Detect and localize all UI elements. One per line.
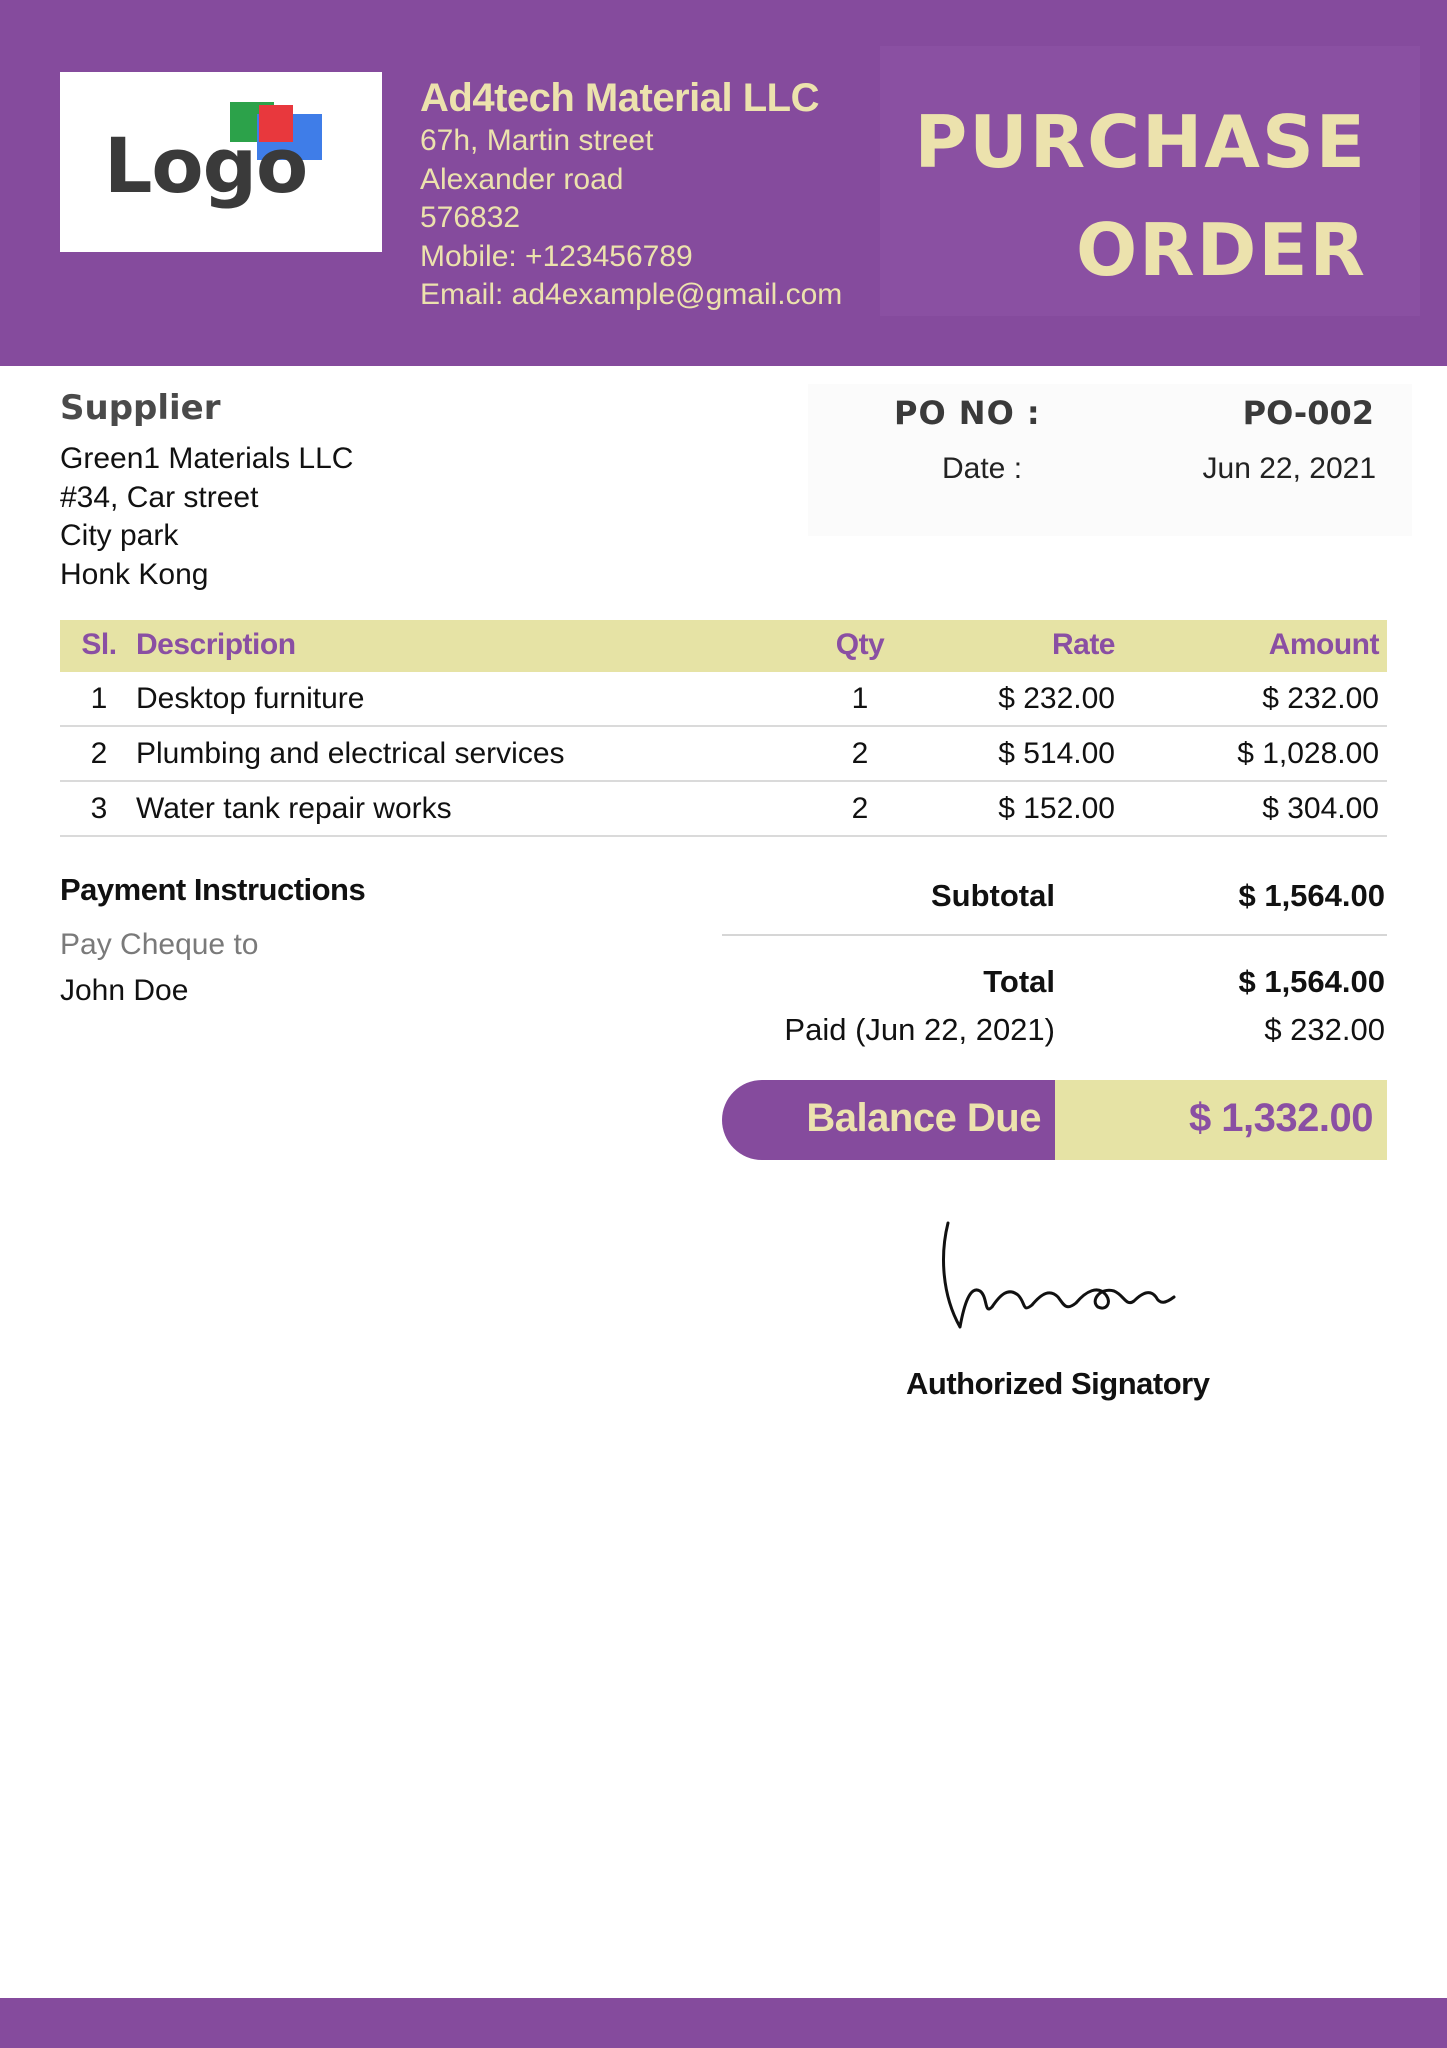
logo-text: Logo — [104, 121, 308, 210]
balance-due-bar — [722, 1080, 1387, 1160]
row-description: Plumbing and electrical services — [136, 737, 565, 770]
company-mobile: Mobile: +123456789 — [420, 239, 693, 273]
balance-due-label-box — [722, 1080, 1055, 1160]
row-sl: 1 — [90, 682, 108, 715]
row-amount: $ 1,028.00 — [1237, 737, 1379, 770]
payment-label: Pay Cheque to — [60, 928, 259, 961]
subtotal-label: Subtotal — [931, 878, 1055, 913]
supplier-address — [60, 440, 353, 594]
row-qty: 2 — [851, 737, 869, 770]
date-value: Jun 22, 2021 — [1202, 452, 1376, 485]
header-amount: Amount — [1268, 628, 1379, 661]
table-row — [60, 672, 1387, 727]
company-address-line: 576832 — [420, 201, 521, 234]
company-email: Email: ad4example@gmail.com — [420, 278, 843, 311]
company-address-line: Alexander road — [420, 162, 624, 196]
row-rate: $ 152.00 — [998, 792, 1115, 825]
row-qty: 1 — [851, 682, 869, 715]
authorized-signatory-label: Authorized Signatory — [906, 1366, 1210, 1401]
header-description: Description — [136, 628, 296, 661]
header-banner — [0, 0, 1447, 366]
row-sl: 3 — [90, 792, 108, 825]
row-sl: 2 — [90, 737, 108, 770]
signature-image — [930, 1215, 1210, 1345]
company-address-line: 67h, Martin street — [420, 124, 654, 157]
items-table — [60, 620, 1387, 837]
document-title-line: ORDER — [1075, 208, 1367, 292]
balance-due-value: $ 1,332.00 — [1188, 1096, 1373, 1140]
row-rate: $ 514.00 — [998, 737, 1115, 770]
row-description: Water tank repair works — [136, 792, 452, 825]
items-table-header — [60, 620, 1387, 672]
footer-bar — [0, 1998, 1447, 2048]
po-number-label: PO NO : — [894, 394, 1041, 432]
paid-value: $ 232.00 — [1264, 1012, 1385, 1047]
table-row — [60, 782, 1387, 837]
header-qty: Qty — [835, 628, 885, 661]
supplier-line: City park — [60, 519, 179, 552]
total-label: Total — [983, 964, 1055, 999]
subtotal-value: $ 1,564.00 — [1238, 878, 1385, 913]
payment-instructions-heading: Payment Instructions — [60, 872, 366, 907]
supplier-line: Green1 Materials LLC — [60, 442, 354, 475]
row-amount: $ 232.00 — [1262, 682, 1379, 715]
po-number-value: PO-002 — [1242, 394, 1374, 432]
date-label: Date : — [942, 452, 1023, 485]
paid-label: Paid (Jun 22, 2021) — [784, 1012, 1055, 1047]
company-logo — [60, 72, 382, 252]
payee-name: John Doe — [60, 974, 189, 1007]
row-description: Desktop furniture — [136, 682, 365, 715]
total-value: $ 1,564.00 — [1238, 964, 1385, 999]
supplier-line: Honk Kong — [60, 557, 209, 591]
header-sl: Sl. — [81, 628, 117, 661]
document-title-line: PURCHASE — [914, 100, 1367, 184]
row-qty: 2 — [851, 792, 869, 825]
balance-due-value-box — [1055, 1080, 1387, 1160]
row-amount: $ 304.00 — [1262, 792, 1379, 825]
row-rate: $ 232.00 — [998, 682, 1115, 715]
document-title — [914, 88, 1367, 304]
balance-due-label: Balance Due — [806, 1096, 1041, 1140]
supplier-heading: Supplier — [60, 388, 221, 428]
supplier-line: #34, Car street — [60, 480, 259, 514]
company-info — [420, 74, 842, 315]
header-rate: Rate — [1051, 628, 1115, 661]
summary-divider — [722, 934, 1387, 936]
company-name: Ad4tech Material LLC — [420, 76, 819, 120]
table-row — [60, 727, 1387, 782]
